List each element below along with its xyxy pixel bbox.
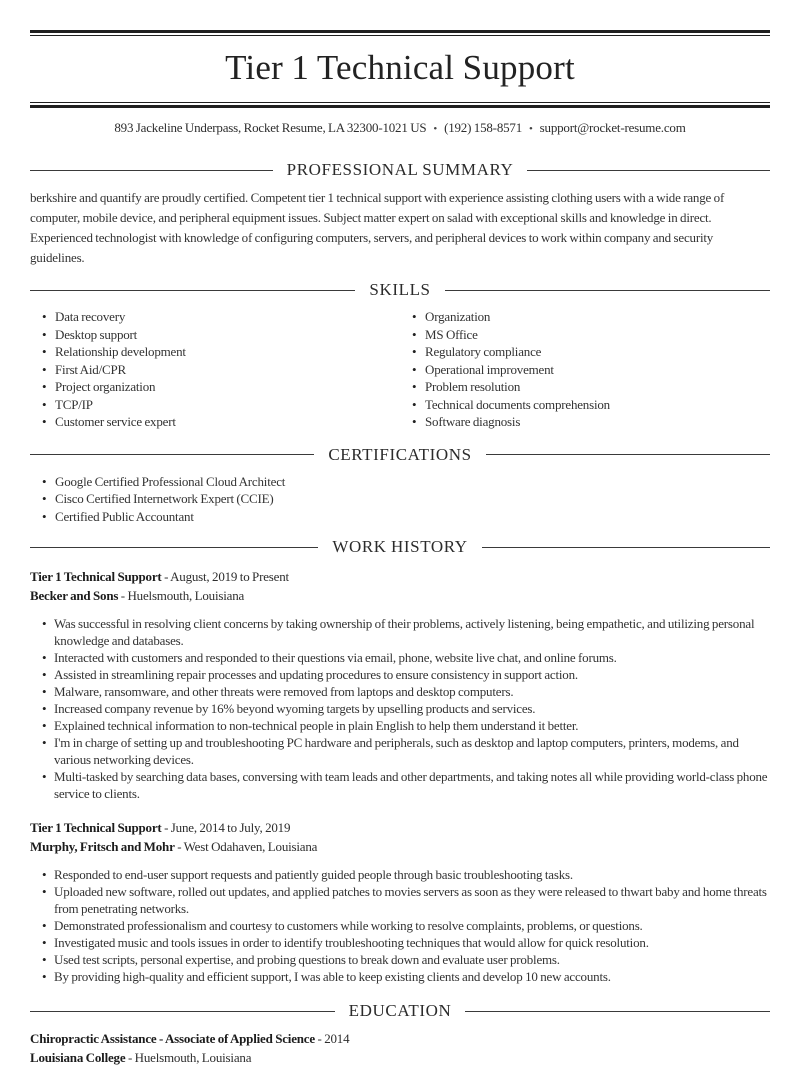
- divider-line: [465, 1011, 770, 1012]
- skill-item: • Problem resolution: [412, 378, 770, 396]
- job-bullet: • Assisted in streamlining repair processes and updating procedures to ensure consistency in support action.: [42, 666, 770, 683]
- job-bullet: • Used test scripts, personal expertise, and probing questions to break down and evaluate user problems.: [42, 951, 770, 968]
- contact-separator: •: [529, 123, 533, 135]
- skills-columns: [30, 300, 770, 431]
- job-title: Tier 1 Technical Support: [30, 820, 162, 835]
- skills-heading: SKILLS: [369, 280, 431, 299]
- job-employer-line: [30, 586, 770, 605]
- work-history-heading: WORK HISTORY: [332, 537, 468, 556]
- job-entry-2: [30, 818, 770, 985]
- education-school-line: [30, 1048, 770, 1067]
- rule-thick: [30, 105, 770, 108]
- job-dates: June, 2014 to July, 2019: [170, 820, 291, 835]
- skill-item: • Data recovery: [42, 308, 400, 326]
- education-program: Chiropractic Assistance - Associate of Applied Science: [30, 1031, 315, 1046]
- skill-item: • Regulatory compliance: [412, 343, 770, 361]
- job-title-line: [30, 567, 770, 586]
- skill-item: • First Aid/CPR: [42, 361, 400, 379]
- job-bullet: • Uploaded new software, rolled out updates, and applied patches to movies servers as soon as they were released to thwart baby and home threats from penetrating networks.: [42, 883, 770, 917]
- job-bullet: • Increased company revenue by 16% beyond wyoming targets by upselling products and services.: [42, 700, 770, 717]
- dash-separator: -: [161, 820, 171, 835]
- dash-separator: -: [118, 588, 128, 603]
- skill-item: • Customer service expert: [42, 413, 400, 431]
- contact-email: support@rocket-resume.com: [539, 120, 686, 135]
- contact-line: [30, 120, 770, 136]
- certification-item: • Google Certified Professional Cloud Architect: [42, 473, 770, 491]
- divider-line: [445, 290, 770, 291]
- job-location: Huelsmouth, Louisiana: [127, 588, 245, 603]
- divider-line: [30, 1011, 335, 1012]
- contact-address: 893 Jackeline Underpass, Rocket Resume, LA 32300-1021 US: [114, 120, 427, 135]
- education-year: 2014: [324, 1031, 350, 1046]
- skill-item: • Software diagnosis: [412, 413, 770, 431]
- skill-item: • Desktop support: [42, 326, 400, 344]
- job-employer: Murphy, Fritsch and Mohr: [30, 839, 175, 854]
- divider-line: [30, 547, 318, 548]
- job-title-line: [30, 818, 770, 837]
- job-bullet: • Multi-tasked by searching data bases, conversing with team leads and other departments, and taking notes all while providing world-class phone service to clients.: [42, 768, 770, 802]
- certifications-list: [30, 473, 770, 526]
- job-bullet: • Investigated music and tools issues in order to identify troubleshooting techniques that would allow for quick resolution.: [42, 934, 770, 951]
- certification-item: • Certified Public Accountant: [42, 508, 770, 526]
- divider-line: [30, 290, 355, 291]
- contact-separator: •: [433, 123, 438, 135]
- job-title: Tier 1 Technical Support: [30, 569, 162, 584]
- job-bullet: • By providing high-quality and efficient support, I was able to keep existing clients and develop 10 new accounts.: [42, 968, 770, 985]
- rule-thin: [30, 35, 770, 36]
- job-location: West Odahaven, Louisiana: [183, 839, 318, 854]
- summary-heading: PROFESSIONAL SUMMARY: [286, 160, 514, 179]
- divider-line: [30, 170, 273, 171]
- section-heading-skills: [30, 280, 770, 300]
- divider-line: [527, 170, 770, 171]
- job-bullet: • Interacted with customers and responded to their questions via email, phone, website live chat, and online forums.: [42, 649, 770, 666]
- page-title: Tier 1 Technical Support: [225, 48, 575, 87]
- education-location: Huelsmouth, Louisiana: [134, 1050, 252, 1065]
- section-heading-certifications: [30, 445, 770, 465]
- job-bullet: • Malware, ransomware, and other threats were removed from laptops and desktop computers.: [42, 683, 770, 700]
- dash-separator: -: [174, 839, 184, 854]
- divider-line: [30, 454, 314, 455]
- job-entry-1: [30, 567, 770, 802]
- job-bullet: • Explained technical information to non-technical people in plain English to help them understand it better.: [42, 717, 770, 734]
- summary-paragraph: berkshire and quantify are proudly certified. Competent tier 1 technical support with experience assisting clothing users with a wide range of computer, mobile device, and peripheral equipment issues. Subject matter expert on salad with exceptional skills and knowledge in direct. Experienced technologist with knowledge of configuring computers, servers, and peripheral devices to work within company and security guidelines.: [30, 190, 725, 265]
- job-bullet-list: [30, 866, 770, 985]
- dash-separator: -: [125, 1050, 135, 1065]
- divider-line: [482, 547, 770, 548]
- job-bullet: • Responded to end-user support requests and patiently guided people through basic troubleshooting tasks.: [42, 866, 770, 883]
- skill-item: • Relationship development: [42, 343, 400, 361]
- section-heading-education: [30, 1001, 770, 1021]
- skills-column-left: [30, 308, 400, 431]
- job-bullet: • I'm in charge of setting up and troubleshooting PC hardware and peripherals, such as desktop and laptop computers, printers, modems, and various networking devices.: [42, 734, 770, 768]
- section-heading-work-history: [30, 537, 770, 557]
- skills-column-right: [400, 308, 770, 431]
- skill-item: • Technical documents comprehension: [412, 396, 770, 414]
- job-dates: August, 2019 to Present: [170, 569, 289, 584]
- skill-item: • Organization: [412, 308, 770, 326]
- dash-separator: -: [314, 1031, 325, 1046]
- dash-separator: -: [161, 569, 171, 584]
- job-bullet-list: [30, 615, 770, 802]
- divider-line: [486, 454, 770, 455]
- skill-item: • Operational improvement: [412, 361, 770, 379]
- rule-thin: [30, 102, 770, 103]
- certification-item: • Cisco Certified Internetwork Expert (CCIE): [42, 490, 770, 508]
- title-rule-bottom: [30, 102, 770, 108]
- job-bullet: • Demonstrated professionalism and courtesy to customers while working to resolve complaints, problems, or questions.: [42, 917, 770, 934]
- job-bullet: • Was successful in resolving client concerns by taking ownership of their problems, actively listening, being empathetic, and utilizing personal knowledge and databases.: [42, 615, 770, 649]
- skill-item: • Project organization: [42, 378, 400, 396]
- contact-phone: (192) 158-8571: [444, 120, 523, 135]
- education-school: Louisiana College: [30, 1050, 126, 1065]
- education-heading: EDUCATION: [348, 1001, 452, 1020]
- title-rule-top: [30, 30, 770, 36]
- education-program-line: [30, 1029, 770, 1048]
- rule-thick: [30, 30, 770, 33]
- skill-item: • TCP/IP: [42, 396, 400, 414]
- job-employer-line: [30, 837, 770, 856]
- section-heading-summary: [30, 160, 770, 180]
- skill-item: • MS Office: [412, 326, 770, 344]
- certifications-heading: CERTIFICATIONS: [328, 444, 472, 464]
- job-employer: Becker and Sons: [30, 588, 119, 603]
